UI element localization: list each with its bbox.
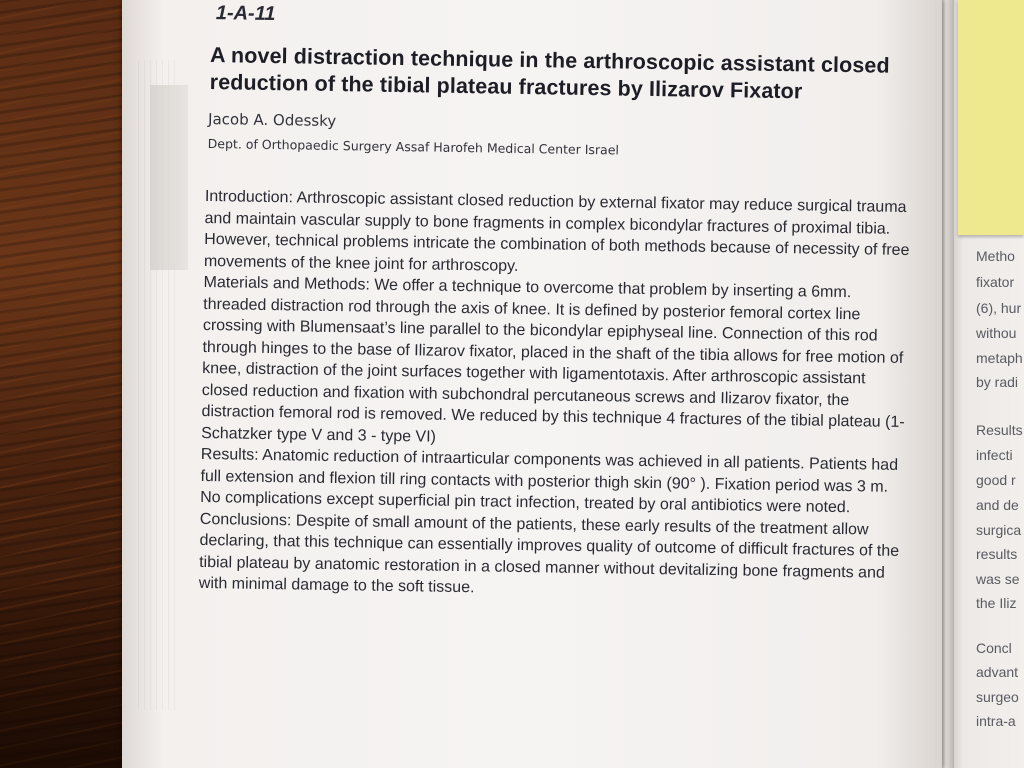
abstract-body — [199, 186, 917, 606]
results-paragraph: Results: Anatomic reduction of intraarticular components was achieved in all patients. Patients had full extension and flexion till ring contacts with posterior thigh skin (90° ). Fixation period was 3 m. No complications except superficial pin tract infection, treated by oral antibiotics were noted. — [200, 445, 899, 517]
facing-line: fixator — [976, 274, 1015, 290]
author-affiliation: Dept. of Orthopaedic Surgery Assaf Harofeh Medical Center Israel — [207, 136, 620, 158]
facing-line: was se — [976, 571, 1020, 587]
facing-line: by radi — [976, 374, 1019, 390]
facing-line: surgeo — [976, 689, 1019, 705]
facing-line: metaph — [976, 350, 1023, 366]
sticky-note — [958, 0, 1024, 235]
facing-line: advant — [976, 664, 1019, 680]
facing-line: surgica — [976, 522, 1022, 538]
facing-line: Metho — [976, 248, 1015, 264]
facing-line: intra-a — [976, 713, 1016, 729]
facing-line: Results — [976, 422, 1023, 438]
page-edge-band — [150, 85, 188, 270]
abstract-code: 1-A-11 — [215, 2, 276, 26]
facing-line: (6), hur — [976, 300, 1022, 316]
methods-paragraph: Materials and Methods: We offer a technique to overcome that problem by inserting a 6mm. threaded distraction rod through the axis of knee. It is defined by posterior femoral cortex line crossing with Blumensaat’s line parallel to the bicondylar epiphyseal line. Connection of this rod through hinges to the base of Ilizarov fixator, placed in the shaft of the tibia allows for free motion of knee, distraction of the joint surfaces together with ligamentotaxis. After arthroscopic assistant closed reduction and fixation with subchondral percutaneous screws and Ilizarov fixator, the distraction femoral rod is removed. We reduced by this technique 4 fractures of the tibial plateau (1- Schatzker type V and 3 - type VI) — [201, 273, 905, 446]
facing-line: the Iliz — [976, 595, 1017, 611]
facing-line: good r — [976, 472, 1016, 488]
abstract-title: A novel distraction technique in the arthroscopic assistant closed reduction of the tibial plateau fractures by Ilizarov Fixator — [209, 43, 890, 104]
introduction-paragraph: Introduction: Arthroscopic assistant closed reduction by external fixator may reduce surgical trauma and maintain vascular supply to bone fragments in complex bicondylar fractures of proximal tibia. However, technical problems intricate the combination of both methods because of necessity of free movements of the knee joint for arthroscopy. — [203, 187, 910, 275]
facing-line: results — [976, 546, 1018, 562]
table-shadow — [0, 590, 140, 768]
facing-line: infecti — [976, 447, 1013, 463]
author-name: Jacob A. Odessky — [207, 110, 337, 131]
facing-line: and de — [976, 497, 1019, 513]
facing-line: withou — [976, 325, 1017, 341]
conclusions-paragraph: Conclusions: Despite of small amount of the patients, these early results of the treatment allow declaring, that this technique can essentially improves quality of outcome of difficult fractures of the tibial plateau by anatomic restoration in a closed manner without devitalizing bone fragments and with minimal damage to the soft tissue. — [198, 510, 900, 597]
facing-line: Concl — [976, 640, 1012, 656]
